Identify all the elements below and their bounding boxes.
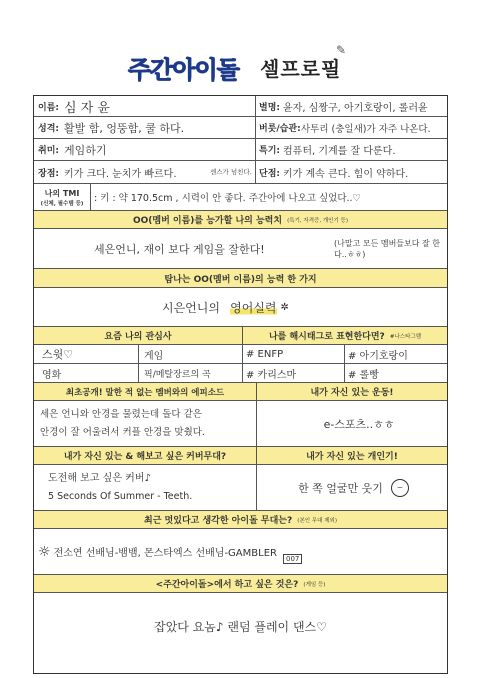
hashtag-header: 나를 해시태그로 표현한다면? #나스타그램 (242, 327, 447, 345)
strength-value: 키가 크다. 눈치가 빠르다. (64, 168, 177, 180)
cover-header: 내가 자신 있는 & 해보고 싶은 커버무대? (34, 447, 256, 465)
page-title: 셀프로필 (260, 57, 342, 81)
interest-item: 영화 (42, 369, 62, 381)
cool-header: 최근 멋있다고 생각한 아이돌 무대는? (본인 무대 제외) (34, 511, 447, 529)
habit-value: 사투리 (충일새)가 자주 나온다. (301, 123, 431, 135)
skill-value: 한 쪽 얼굴만 웃기 (298, 481, 383, 495)
habit-label: 버릇/습관: (259, 124, 301, 134)
nickname-value: 윤자, 심짱구, 아기호랑이, 롤러윤 (283, 102, 428, 114)
nickname-label: 별명: (259, 102, 280, 113)
cover-value-2: 5 Seconds Of Summer - Teeth. (48, 490, 193, 502)
sport-value: e-스포츠..ㅎㅎ (323, 417, 395, 431)
row-personality (34, 117, 447, 139)
smiley-face-icon: ⌣ (391, 479, 409, 497)
tmi-value: : 키 : 약 170.5cm , 시력이 안 좋다. 주간아에 나오고 싶었다..♡ (94, 193, 362, 204)
row-strength (34, 161, 447, 184)
want-value: 잡았다 요놈♪ 랜덤 플레이 댄스♡ (154, 619, 327, 634)
logo-part1: 주간 (128, 56, 173, 84)
covet-value-2: 영어실력 (230, 300, 277, 315)
row-name (34, 96, 447, 117)
sport-header: 내가 자신 있는 운동! (256, 383, 447, 401)
skill-header: 내가 자신 있는 개인기! (256, 447, 447, 465)
strength-label: 장점: (38, 168, 59, 179)
interest-item: 게임 (144, 350, 164, 362)
logo-part2: 아이돌 (172, 56, 239, 84)
weakness-label: 단점: (259, 168, 280, 179)
cool-value-tag: 007 (283, 554, 302, 564)
interest-item: 스윗♡ (42, 348, 74, 361)
want-header: <주간아이돌>에서 하고 싶은 것은? (게임 등) (34, 575, 447, 593)
episode-answer (34, 401, 447, 447)
interest-row-1 (34, 345, 447, 364)
name-value: 심 자 윤 (64, 100, 110, 116)
name-label: 이름: (38, 102, 59, 113)
row-hobby (34, 139, 447, 161)
episode-header: 최초공개! 말한 적 없는 멤버와의 에피소드 (34, 383, 256, 401)
episode-value-2: 안경이 잘 어울려서 커플 안경을 맞췄다. (40, 426, 205, 438)
cover-value-1: 도전해 보고 싶은 커버♪ (48, 472, 151, 484)
profile-sheet (33, 95, 448, 674)
ability-answer (34, 229, 447, 269)
strength-value-2: 센스가 넘친다. (210, 168, 252, 176)
hashtag-item: # 롤빵 (348, 369, 379, 381)
talent-value: 컴퓨터, 기계를 잘 다룬다. (283, 146, 396, 157)
episode-value-1: 세은 언니와 안경을 물렸는데 돌다 같은 (40, 408, 202, 420)
ability-value: 세은언니, 재이 보다 게임을 잘한다! (94, 242, 265, 256)
cool-value: 전소연 선배님-뱀뱀, 몬스타엑스 선배님-GAMBLER (53, 548, 277, 559)
pencil-icon: ✎ (336, 43, 347, 57)
sun-icon: ☼ (38, 543, 51, 560)
covet-answer (34, 288, 447, 327)
interest-item: 픽/메탈장르의 곡 (144, 369, 211, 380)
personality-label: 성격: (38, 124, 59, 134)
ability-header: OO(멤버 이름)를 능가할 나의 능력치 (특기, 자격증, 개인기 등) (34, 211, 447, 229)
personality-value: 활발 함, 엉뚱함, 쿨 하다. (64, 121, 185, 135)
tmi-label: 나의 TMI (44, 188, 80, 198)
hashtag-item: # 아기호랑이 (348, 350, 408, 362)
hobby-label: 취미: (38, 146, 59, 156)
row-tmi (34, 184, 447, 211)
hobby-value: 게임하기 (64, 143, 107, 157)
cover-answer (34, 465, 447, 511)
talent-label: 특기: (259, 146, 280, 156)
page-header (0, 0, 480, 90)
ability-value-note: (나말고 모든 멤버들보다 잘 한다..ㅎㅎ) (334, 238, 441, 259)
interest-row-2 (34, 364, 447, 383)
hashtag-item: # 카리스마 (246, 369, 297, 381)
weekly-idol-logo (128, 50, 239, 85)
weakness-value: 키가 계속 큰다. 힘이 약하다. (283, 168, 409, 180)
sparkle-icon: ✲ (280, 301, 289, 313)
covet-value-1: 시은언니의 (162, 300, 220, 315)
interest-header: 요즘 나의 관심사 (34, 327, 242, 345)
hashtag-item: # ENFP (246, 348, 284, 360)
covet-header: 탐나는 OO(멤버 이름)의 능력 한 가지 (34, 269, 447, 288)
want-answer (34, 593, 447, 673)
tmi-sublabel: (신체, 필수템 등) (40, 200, 84, 207)
cool-answer (34, 529, 447, 575)
